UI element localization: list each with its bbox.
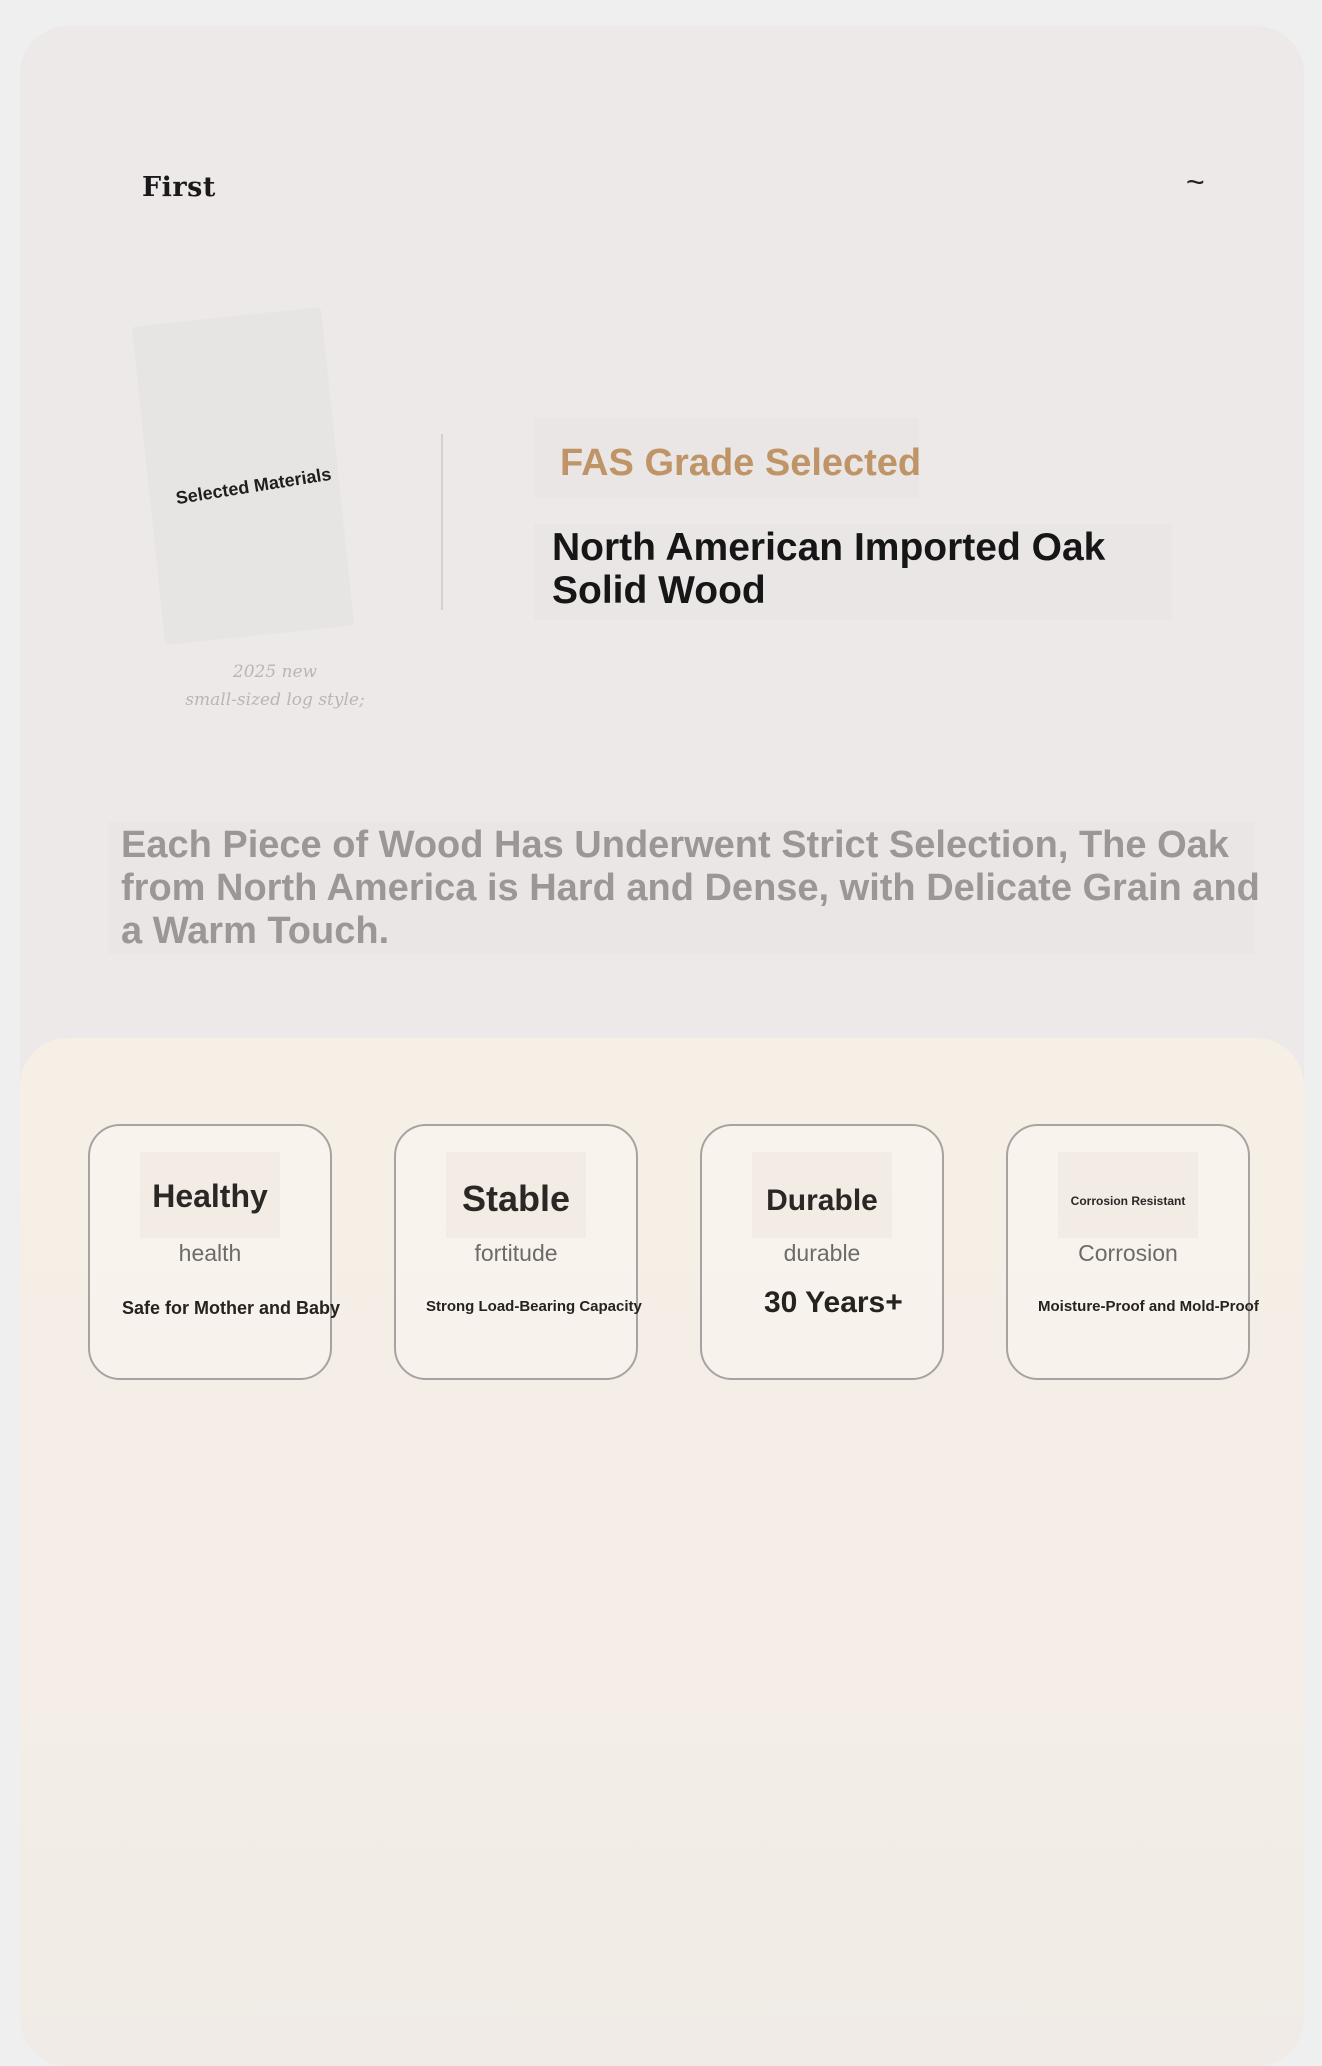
feature-title: Durable	[766, 1184, 878, 1217]
description-text: Each Piece of Wood Has Underwent Strict Selection, The Oak from North America is Hard and Dense, with Delicate Grain and a Warm Touch.	[121, 824, 1260, 952]
feature-card-healthy[interactable]	[88, 1124, 341, 1380]
tag-script	[160, 658, 390, 714]
brand-logo[interactable]: First	[142, 172, 216, 203]
vertical-divider	[441, 434, 443, 610]
origin-heading: North American Imported Oak Solid Wood	[552, 526, 1106, 612]
feature-description: 30 Years+	[764, 1286, 903, 1319]
page-card	[20, 26, 1304, 2066]
feature-title: Stable	[461, 1178, 571, 1219]
feature-subtitle: durable	[783, 1240, 861, 1266]
feature-subtitle: Corrosion	[1078, 1240, 1178, 1266]
feature-subtitle: fortitude	[474, 1240, 558, 1266]
feature-card-stable[interactable]	[394, 1124, 642, 1380]
feature-title: Healthy	[152, 1178, 268, 1214]
grade-heading: FAS Grade Selected	[560, 442, 922, 484]
feature-description: Moisture-Proof and Mold-Proof	[1038, 1298, 1259, 1315]
tag-title: Selected Materials	[174, 463, 333, 509]
feature-title: Corrosion Resistant	[1070, 1194, 1186, 1208]
feature-subtitle: health	[178, 1240, 242, 1266]
feature-card-corrosion[interactable]	[1006, 1124, 1259, 1380]
tag-script-line1: 2025 new	[232, 662, 318, 682]
tag-script-line2: small-sized log style;	[185, 690, 365, 710]
tilde-menu-icon[interactable]: ~	[1186, 164, 1205, 200]
feature-description: Strong Load-Bearing Capacity	[426, 1298, 642, 1315]
feature-card-durable[interactable]	[700, 1124, 944, 1380]
feature-description: Safe for Mother and Baby	[122, 1298, 341, 1318]
